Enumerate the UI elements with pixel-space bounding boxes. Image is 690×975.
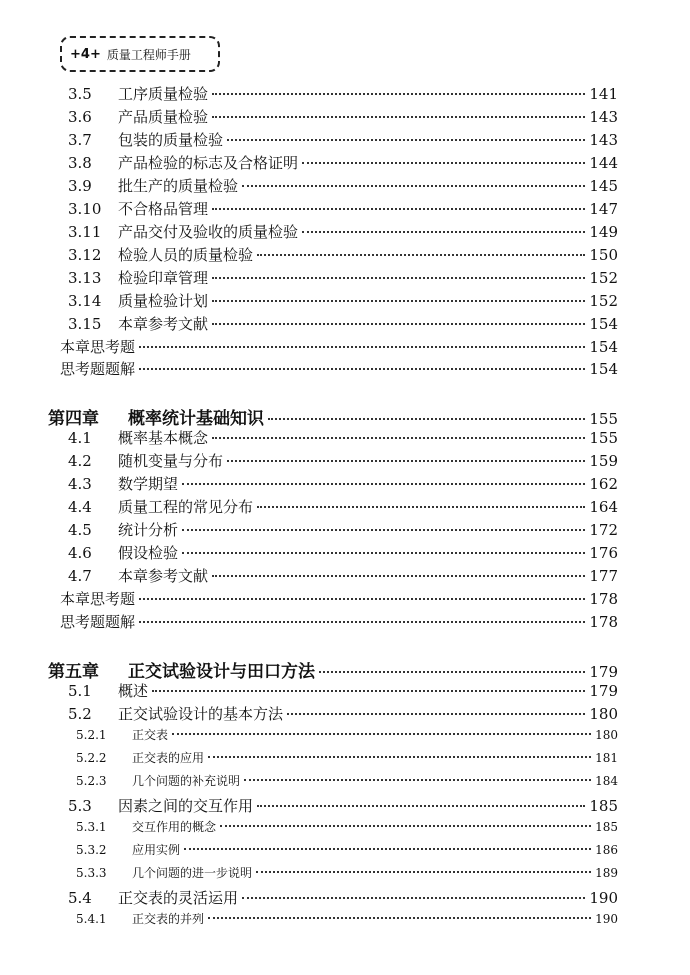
toc-entry-page: 189 <box>595 866 618 880</box>
toc-row <box>68 450 618 471</box>
dot-leader <box>212 277 585 279</box>
dot-leader <box>212 208 585 210</box>
toc-entry-number: 5.4 <box>68 889 92 907</box>
dot-leader <box>139 346 585 348</box>
toc-row <box>76 772 618 789</box>
toc-entry-number: 5.2 <box>68 705 92 723</box>
toc-row <box>68 542 618 563</box>
toc-entry-title: 产品交付及验收的质量检验 <box>118 223 299 241</box>
toc-entry-page: 162 <box>589 475 618 493</box>
toc-entry-title: 正交表的灵活运用 <box>118 889 239 907</box>
toc-entry-page: 164 <box>589 498 618 516</box>
toc-row <box>68 496 618 517</box>
dot-leader <box>152 690 585 692</box>
dot-leader <box>172 733 591 735</box>
toc-entry-number: 4.4 <box>68 498 92 516</box>
toc-entry-number: 4.1 <box>68 429 92 447</box>
dot-leader <box>242 897 585 899</box>
toc-row <box>76 818 618 835</box>
toc-row <box>76 726 618 743</box>
toc-entry-number: 5.3.2 <box>76 843 107 857</box>
toc-entry-number: 3.6 <box>68 108 92 126</box>
toc-entry-number: 5.2.2 <box>76 751 107 765</box>
dot-leader <box>319 671 585 673</box>
toc-entry-page: 190 <box>589 889 618 907</box>
toc-entry-page: 152 <box>589 269 618 287</box>
toc-entry-page: 179 <box>589 682 618 700</box>
toc-chapter-row <box>48 404 618 429</box>
toc-entry-page: 144 <box>589 154 618 172</box>
toc-entry-page: 154 <box>589 360 618 378</box>
toc-entry-title: 质量检验计划 <box>118 292 209 310</box>
toc-row <box>76 749 618 766</box>
toc-entry-title: 质量工程的常见分布 <box>118 498 254 516</box>
dot-leader <box>212 300 585 302</box>
toc-entry-number: 3.12 <box>68 246 102 264</box>
toc-entry-title: 本章思考题 <box>60 338 136 356</box>
toc-entry-page: 172 <box>589 521 618 539</box>
toc-entry-page: 178 <box>589 590 618 608</box>
toc-row <box>68 473 618 494</box>
toc-row <box>68 519 618 540</box>
dot-leader <box>208 917 591 919</box>
toc-entry-number: 第五章 <box>48 662 99 682</box>
toc-row <box>68 313 618 334</box>
toc-row <box>68 267 618 288</box>
toc-entry-title: 检验印章管理 <box>118 269 209 287</box>
dot-leader <box>244 779 591 781</box>
dot-leader <box>256 871 591 873</box>
toc-entry-title: 正交表的并列 <box>132 912 205 926</box>
toc-entry-page: 184 <box>595 774 618 788</box>
toc-entry-page: 159 <box>589 452 618 470</box>
toc-row <box>68 565 618 586</box>
toc-entry-page: 143 <box>589 131 618 149</box>
toc-entry-number: 5.3.3 <box>76 866 107 880</box>
toc-entry-number: 5.3 <box>68 797 92 815</box>
toc-entry-title: 交互作用的概念 <box>132 820 217 834</box>
toc-entry-number: 4.6 <box>68 544 92 562</box>
toc-entry-title: 统计分析 <box>118 521 179 539</box>
toc-entry-number: 5.2.1 <box>76 728 107 742</box>
toc-entry-page: 177 <box>589 567 618 585</box>
toc-entry-number: 4.3 <box>68 475 92 493</box>
toc-entry-page: 143 <box>589 108 618 126</box>
toc-entry-page: 155 <box>589 429 618 447</box>
toc-entry-number: 3.10 <box>68 200 102 218</box>
toc-row <box>60 611 618 632</box>
toc-entry-title: 几个问题的补充说明 <box>132 774 241 788</box>
dot-leader <box>212 437 585 439</box>
toc-row <box>68 290 618 311</box>
toc-entry-number: 4.2 <box>68 452 92 470</box>
toc-entry-page: 147 <box>589 200 618 218</box>
toc-entry-title: 正交试验设计与田口方法 <box>128 662 315 682</box>
toc-entry-title: 不合格品管理 <box>118 200 209 218</box>
toc-entry-page: 176 <box>589 544 618 562</box>
dot-leader <box>227 139 585 141</box>
toc-row <box>68 221 618 242</box>
toc-entry-number: 3.9 <box>68 177 92 195</box>
dot-leader <box>212 575 585 577</box>
toc-entry-title: 随机变量与分布 <box>118 452 224 470</box>
toc-entry-number: 3.5 <box>68 85 92 103</box>
toc-row <box>68 427 618 448</box>
toc-entry-number: 3.7 <box>68 131 92 149</box>
toc-row <box>60 336 618 357</box>
toc-chapter-row <box>48 657 618 682</box>
toc-entry-page: 181 <box>595 751 618 765</box>
toc-row <box>60 588 618 609</box>
toc-row <box>68 129 618 150</box>
toc-row <box>68 703 618 724</box>
toc-entry-page: 190 <box>595 912 618 926</box>
toc-row <box>76 910 618 927</box>
toc-row <box>76 864 618 881</box>
dot-leader <box>242 185 585 187</box>
toc-row <box>60 358 618 379</box>
toc-entry-title: 思考题题解 <box>60 360 136 378</box>
toc-entry-title: 假设检验 <box>118 544 179 562</box>
toc-entry-title: 产品检验的标志及合格证明 <box>118 154 299 172</box>
toc-row <box>68 887 618 908</box>
dot-leader <box>302 231 585 233</box>
toc-row <box>68 680 618 701</box>
toc-entry-title: 批生产的质量检验 <box>118 177 239 195</box>
toc-entry-page: 186 <box>595 843 618 857</box>
toc-entry-number: 3.13 <box>68 269 102 287</box>
toc-entry-title: 工序质量检验 <box>118 85 209 103</box>
toc-entry-title: 产品质量检验 <box>118 108 209 126</box>
toc-row <box>68 152 618 173</box>
toc-entry-title: 概率统计基础知识 <box>128 409 264 429</box>
dot-leader <box>302 162 585 164</box>
toc-row <box>68 795 618 816</box>
toc-entry-page: 145 <box>589 177 618 195</box>
header-page-number: +4+ <box>70 46 101 62</box>
toc-entry-title: 数学期望 <box>118 475 179 493</box>
toc-entry-page: 185 <box>589 797 618 815</box>
toc-entry-number: 3.14 <box>68 292 102 310</box>
toc-entry-page: 154 <box>589 315 618 333</box>
toc-entry-page: 155 <box>589 410 618 428</box>
toc-entry-title: 几个问题的进一步说明 <box>132 866 253 880</box>
toc-entry-number: 第四章 <box>48 409 99 429</box>
dot-leader <box>212 93 585 95</box>
toc-entry-title: 正交表 <box>132 728 169 742</box>
toc-entry-title: 包装的质量检验 <box>118 131 224 149</box>
toc-entry-number: 4.7 <box>68 567 92 585</box>
toc-entry-page: 185 <box>595 820 618 834</box>
toc-entry-title: 正交试验设计的基本方法 <box>118 705 284 723</box>
toc-row <box>76 841 618 858</box>
toc-entry-number: 3.8 <box>68 154 92 172</box>
toc-row <box>68 83 618 104</box>
toc-entry-number: 3.11 <box>68 223 102 241</box>
toc-entry-page: 178 <box>589 613 618 631</box>
dot-leader <box>184 848 591 850</box>
dot-leader <box>257 254 585 256</box>
toc-entry-title: 检验人员的质量检验 <box>118 246 254 264</box>
dot-leader <box>182 529 585 531</box>
toc-entry-page: 179 <box>589 663 618 681</box>
toc-entry-page: 180 <box>595 728 618 742</box>
header-book-title: 质量工程师手册 <box>106 47 191 62</box>
toc-entry-page: 141 <box>589 85 618 103</box>
dot-leader <box>257 506 585 508</box>
dot-leader <box>139 368 585 370</box>
toc-entry-page: 154 <box>589 338 618 356</box>
dot-leader <box>182 483 585 485</box>
toc-entry-number: 3.15 <box>68 315 102 333</box>
toc-entry-title: 本章参考文献 <box>118 567 209 585</box>
toc-entry-title: 本章思考题 <box>60 590 136 608</box>
toc-entry-page: 152 <box>589 292 618 310</box>
toc-entry-number: 5.3.1 <box>76 820 107 834</box>
toc-entry-title: 概率基本概念 <box>118 429 209 447</box>
dot-leader <box>212 323 585 325</box>
toc-entry-page: 149 <box>589 223 618 241</box>
dot-leader <box>227 460 585 462</box>
dot-leader <box>139 621 585 623</box>
dot-leader <box>182 552 585 554</box>
toc-entry-page: 150 <box>589 246 618 264</box>
toc-entry-title: 应用实例 <box>132 843 181 857</box>
toc-entry-number: 5.4.1 <box>76 912 107 926</box>
dot-leader <box>139 598 585 600</box>
dot-leader <box>268 418 585 420</box>
dot-leader <box>220 825 591 827</box>
toc-entry-title: 因素之间的交互作用 <box>118 797 254 815</box>
dot-leader <box>287 713 585 715</box>
toc-row <box>68 106 618 127</box>
dot-leader <box>257 805 585 807</box>
toc-row <box>68 198 618 219</box>
toc-entry-title: 本章参考文献 <box>118 315 209 333</box>
toc-entry-page: 180 <box>589 705 618 723</box>
toc-entry-number: 4.5 <box>68 521 92 539</box>
toc-row <box>68 175 618 196</box>
toc-entry-number: 5.1 <box>68 682 92 700</box>
toc-entry-title: 思考题题解 <box>60 613 136 631</box>
toc-entry-title: 概述 <box>118 682 149 700</box>
toc-row <box>68 244 618 265</box>
toc-entry-title: 正交表的应用 <box>132 751 205 765</box>
dot-leader <box>212 116 585 118</box>
dot-leader <box>208 756 591 758</box>
toc-entry-number: 5.2.3 <box>76 774 107 788</box>
